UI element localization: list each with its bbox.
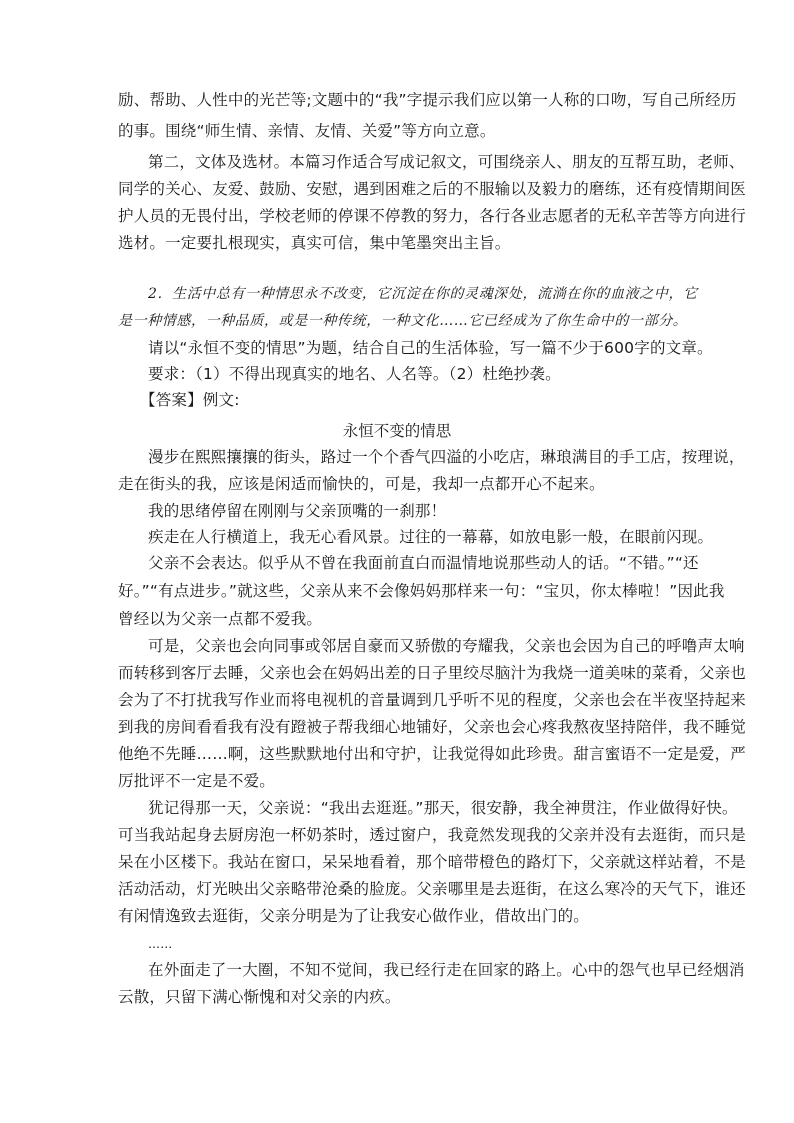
essay-line: 好。”“有点进步。”就这些，父亲从来不会像妈妈那样来一句：“宝贝，你太棒啦！”因此我: [118, 582, 725, 600]
answer-label: 【答案】例文:: [140, 391, 240, 409]
text-line: 的事。围绕“师生情、亲情、友情、关爱”等方向立意。: [118, 122, 496, 140]
essay-line: 活动活动，灯光映出父亲略带沧桑的脸庞。父亲哪里是去逛街，在这么寒冷的天气下，谁还: [118, 880, 747, 898]
essay-line: 呆在小区楼下。我站在窗口，呆呆地看着，那个暗带橙色的路灯下，父亲就这样站着，不是: [118, 853, 747, 871]
essay-line: 有闲情逸致去逛街，父亲分明是为了让我安心做作业，借故出门的。: [118, 907, 590, 925]
essay-title: 永恒不变的情思: [342, 422, 452, 440]
essay-line: 会为了不打扰我写作业而将电视机的音量调到几乎听不见的程度，父亲也会在半夜坚持起来: [118, 691, 747, 709]
essay-line: 而转移到客厅去睡，父亲也会在妈妈出差的日子里绞尽脑汁为我烧一道美味的菜肴，父亲也: [118, 664, 747, 682]
essay-line: 可当我站起身去厨房泡一杯奶茶时，透过窗户，我竟然发现我的父亲并没有去逛街，而只是: [118, 826, 747, 844]
essay-line: 厉批评不一定是不爱。: [118, 772, 276, 790]
essay-line: 漫步在熙熙攘攘的街头，路过一个个香气四溢的小吃店，琳琅满目的手工店，按理说，: [148, 448, 745, 466]
essay-line: 云散，只留下满心惭愧和对父亲的内疚。: [118, 988, 401, 1006]
essay-line: 我的思绪停留在刚刚与父亲顶嘴的一刹那！: [148, 502, 447, 520]
requirements-line: 要求：（1）不得出现真实的地名、人名等。（2）杜绝抄袭。: [148, 365, 561, 383]
question-line: 是一种情感，一种品质，或是一种传统，一种文化……它已经成为了你生命中的一部分。: [118, 313, 688, 329]
ellipsis-line: ……: [148, 937, 173, 951]
essay-line: 在外面走了一大圈，不知不觉间，我已经行走在回家的路上。心中的怨气也早已经烟消: [148, 961, 745, 979]
essay-line: 到我的房间看看我有没有蹬被子帮我细心地铺好，父亲也会心疼我熬夜坚持陪伴，我不睡觉: [118, 718, 747, 736]
text-line: 选材。一定要扎根现实，真实可信，集中笔墨突出主旨。: [118, 234, 511, 252]
prompt-line: 请以“永恒不变的情思”为题，结合自己的生活体验，写一篇不少于600字的文章。: [148, 339, 713, 357]
essay-line: 父亲不会表达。似乎从不曾在我面前直白而温情地说那些动人的话。“不错。”“还: [148, 554, 699, 572]
essay-line: 他绝不先睡……啊，这些默默地付出和守护，让我觉得如此珍贵。甜言蜜语不一定是爱，严: [118, 745, 747, 763]
text-line: 护人员的无畏付出，学校老师的停课不停教的努力，各行各业志愿者的无私辛苦等方向进行: [118, 207, 747, 225]
essay-line: 走在街头的我，应该是闲适而愉快的，可是，我却一点都开心不起来。: [118, 475, 605, 493]
text-line: 励、帮助、人性中的光芒等;文题中的“我”字提示我们应以第一人称的口吻，写自己所经历: [118, 91, 737, 109]
text-line: 同学的关心、友爱、鼓励、安慰，遇到困难之后的不服输以及毅力的磨练，还有疫情期间医: [118, 180, 747, 198]
essay-line: 疾走在人行横道上，我无心看风景。过往的一幕幕，如放电影一般，在眼前闪现。: [148, 528, 714, 546]
question-line: 2．生活中总有一种情思永不改变，它沉淀在你的灵魂深处，流淌在你的血液之中，它: [148, 286, 698, 302]
text-line: 第二，文体及选材。本篇习作适合写成记叙文，可围绕亲人、朋友的互帮互助，老师、: [148, 153, 745, 171]
essay-line: 曾经以为父亲一点都不爱我。: [118, 610, 323, 628]
essay-line: 犹记得那一天，父亲说：“我出去逛逛。”那天，很安静，我全神贯注，作业做得好快。: [148, 799, 738, 817]
essay-line: 可是，父亲也会向同事或邻居自豪而又骄傲的夸耀我，父亲也会因为自己的呼噜声太响: [148, 637, 745, 655]
